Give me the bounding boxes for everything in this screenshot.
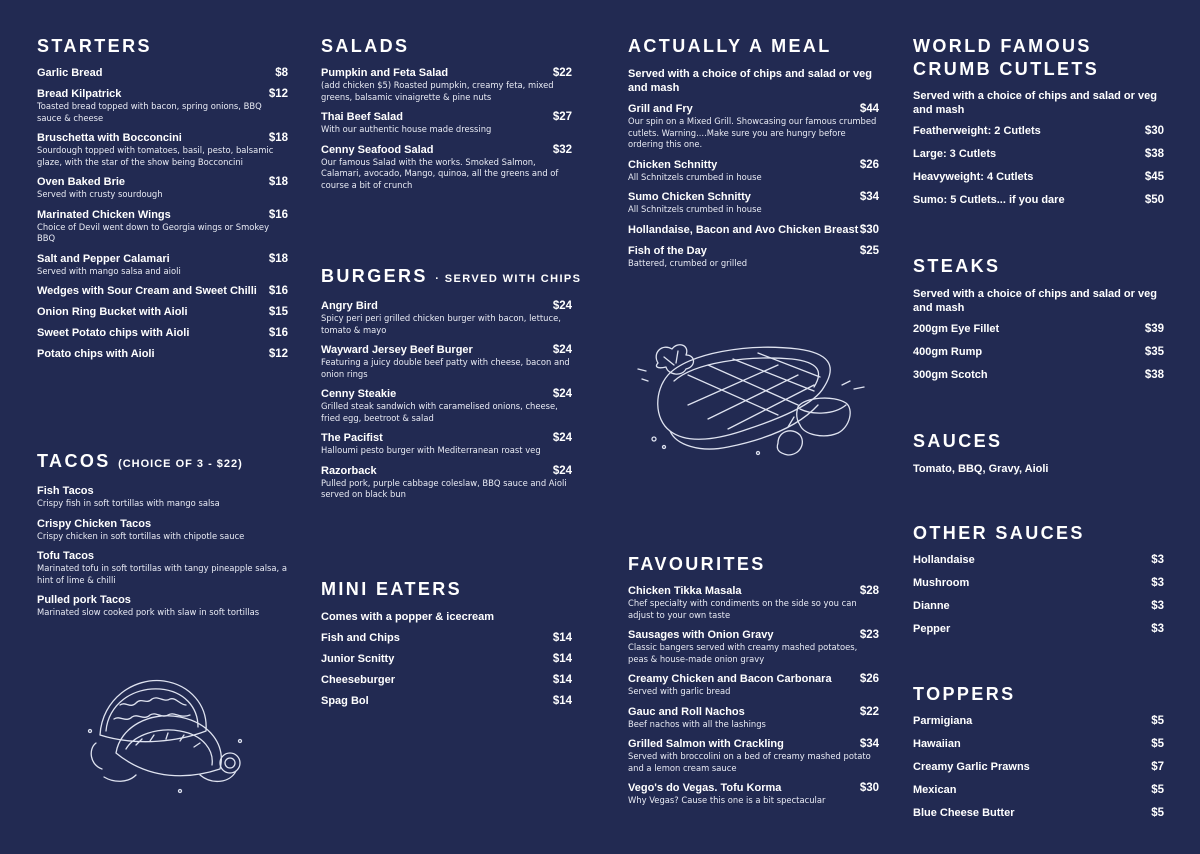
meal-title: ACTUALLY A MEAL <box>628 36 832 56</box>
item-price: $22 <box>552 67 572 79</box>
item-name: Grilled Salmon with Crackling <box>628 738 784 750</box>
item-price: $34 <box>859 191 879 203</box>
menu-item-gauc-and-roll-nachos <box>628 706 879 731</box>
menu-item-cenny-seafood-salad <box>321 144 572 192</box>
menu-item-fish-of-the-day <box>628 245 879 270</box>
item-name: Crispy Chicken Tacos <box>37 517 152 530</box>
item-description: Choice of Devil went down to Georgia wings or Smokey BBQ <box>37 221 270 243</box>
menu-item-row <box>321 144 572 157</box>
item-description: Sourdough topped with tomatoes, basil, pesto, balsamic glaze, with the star of the show being Bocconcini <box>37 145 274 167</box>
item-price: $27 <box>552 111 572 123</box>
menu-item-cenny-steakie <box>321 388 572 424</box>
menu-item-thai-beef-salad <box>321 111 572 136</box>
menu-item-row <box>913 346 1164 359</box>
item-name: Gauc and Roll Nachos <box>628 705 745 718</box>
menu-item-onion-ring-bucket-with-aioli <box>37 306 288 319</box>
menu-item-row <box>628 245 879 258</box>
item-price: $8 <box>275 67 288 79</box>
item-name: Fish Tacos <box>37 485 94 497</box>
item-name: Bread Kilpatrick <box>37 88 122 100</box>
menu-item-row <box>913 807 1164 820</box>
menu-item-row <box>321 653 572 666</box>
item-name: Blue Cheese Butter <box>913 807 1015 819</box>
item-description: Crispy chicken in soft tortillas with chipotle sauce <box>37 530 245 541</box>
menu-item-row <box>913 369 1164 382</box>
menu-item-row <box>628 191 879 204</box>
item-price: $12 <box>268 88 288 100</box>
menu-item-row <box>913 194 1164 207</box>
item-name: Hawaiian <box>913 738 961 750</box>
menu-item-row <box>37 594 288 607</box>
cutlets-title-line2: CRUMB CUTLETS <box>913 59 1100 79</box>
item-price: $24 <box>552 464 572 477</box>
item-name: Creamy Garlic Prawns <box>913 761 1030 773</box>
item-description: Crispy fish in soft tortillas with mango salsa <box>37 498 220 508</box>
item-price: $3 <box>1151 600 1164 612</box>
tacos-title <box>37 450 288 476</box>
menu-item-hollandaise <box>913 554 1164 567</box>
menu-item-row <box>37 306 288 319</box>
item-name: Mexican <box>913 784 957 796</box>
item-name: Garlic Bread <box>37 67 103 79</box>
item-name: Chicken Schnitty <box>628 158 718 171</box>
item-price: $3 <box>1151 554 1164 566</box>
meal-section <box>628 35 879 277</box>
menu-item-crispy-chicken-tacos <box>37 518 288 543</box>
item-name: Pepper <box>913 623 951 635</box>
menu-item-row <box>37 209 288 222</box>
steak-illustration-icon <box>628 335 878 465</box>
menu-item-row <box>37 67 288 80</box>
cutlets-list <box>913 125 1164 207</box>
item-price: $5 <box>1151 738 1164 750</box>
tacos-title-text: TACOS <box>37 451 111 471</box>
menu-item-creamy-chicken-and-bacon-carbonara <box>628 673 879 698</box>
menu-item-hollandaise-bacon-and-avo-chicken-breast <box>628 224 879 237</box>
salads-section <box>321 35 572 199</box>
item-name: Wayward Jersey Beef Burger <box>321 344 473 356</box>
menu-item-row <box>37 253 288 266</box>
menu-item-mushroom <box>913 577 1164 590</box>
item-price: $38 <box>1144 148 1164 160</box>
menu-item-row <box>628 706 879 719</box>
item-name: Hollandaise, Bacon and Avo Chicken Breast <box>628 223 859 236</box>
menu-item-row <box>913 323 1164 336</box>
tacos-subtitle: (CHOICE OF 3 - $22) <box>118 458 243 470</box>
item-name: Hollandaise <box>913 554 975 566</box>
salads-title: SALADS <box>321 36 410 56</box>
menu-item-sausages-with-onion-gravy <box>628 629 879 665</box>
steaks-title: STEAKS <box>913 256 1001 276</box>
item-description: Classic bangers served with creamy mashed potatoes, peas & house-made onion gravy <box>628 642 858 664</box>
item-name: Creamy Chicken and Bacon Carbonara <box>628 673 832 685</box>
menu-item-row <box>913 577 1164 590</box>
menu-item-creamy-garlic-prawns <box>913 761 1164 774</box>
item-name: Dianne <box>913 600 950 612</box>
item-name: Mushroom <box>913 577 970 589</box>
item-price: $24 <box>552 300 572 312</box>
menu-item-400gm-rump <box>913 346 1164 359</box>
menu-item-row <box>37 485 288 498</box>
menu-item-row <box>628 159 879 172</box>
item-description: Served with mango salsa and aioli <box>37 265 181 276</box>
item-name: Vego's do Vegas. Tofu Korma <box>628 782 782 794</box>
menu-item-row <box>37 176 288 189</box>
item-price: $18 <box>268 132 288 144</box>
item-name: Angry Bird <box>321 300 378 312</box>
item-description: Halloumi pesto burger with Mediterranean roast veg <box>321 445 541 455</box>
item-name: Thai Beef Salad <box>321 111 403 123</box>
item-price: $30 <box>859 223 879 236</box>
menu-item-heavyweight-4-cutlets <box>913 171 1164 184</box>
menu-item-row <box>321 632 572 645</box>
item-description: Why Vegas? Cause this one is a bit spectacular <box>628 795 826 805</box>
item-name: Grill and Fry <box>628 103 693 115</box>
item-price: $38 <box>1144 369 1164 381</box>
menu-item-row <box>913 738 1164 751</box>
sauces-list: Tomato, BBQ, Gravy, Aioli <box>913 463 1049 475</box>
item-name: Parmigiana <box>913 715 973 727</box>
item-price: $14 <box>552 632 572 644</box>
burgers-subtitle: · SERVED WITH CHIPS <box>435 273 582 285</box>
menu-item-row <box>628 738 879 751</box>
item-price: $16 <box>268 285 288 297</box>
menu-item-row <box>321 344 572 357</box>
item-description: (add chicken $5) Roasted pumpkin, creamy feta, mixed greens, balsamic vinaigrette & pine nuts <box>321 80 554 102</box>
salads-list <box>321 67 572 191</box>
item-price: $34 <box>859 738 879 750</box>
item-description: Served with garlic bread <box>628 686 731 696</box>
menu-item-spag-bol <box>321 695 572 708</box>
item-description: Marinated slow cooked pork with slaw in soft tortillas <box>37 607 260 617</box>
favourites-list <box>628 585 879 807</box>
menu-item-large-3-cutlets <box>913 148 1164 161</box>
item-description: Marinated tofu in soft tortillas with tangy pineapple salsa, a hint of lime & chilli <box>37 563 287 585</box>
menu-item-pumpkin-and-feta-salad <box>321 67 572 103</box>
item-name: Cenny Seafood Salad <box>321 143 434 156</box>
menu-item-pulled-pork-tacos <box>37 594 288 619</box>
item-price: $16 <box>268 208 288 221</box>
menu-item-salt-and-pepper-calamari <box>37 253 288 278</box>
item-description: Served with broccolini on a bed of creamy mashed potato and a lemon cream sauce <box>628 751 871 773</box>
menu-item-row <box>913 715 1164 728</box>
menu-item-row <box>321 300 572 313</box>
item-name: Onion Ring Bucket with Aioli <box>37 306 188 318</box>
steaks-list <box>913 323 1164 382</box>
favourites-section <box>628 553 879 815</box>
menu-item-featherweight-2-cutlets <box>913 125 1164 138</box>
item-price: $5 <box>1151 715 1164 727</box>
menu-item-chicken-schnitty <box>628 159 879 184</box>
starters-list <box>37 67 288 361</box>
item-description: Grilled steak sandwich with caramelised onions, cheese, fried egg, beetroot & salad <box>321 401 558 423</box>
item-name: Cheeseburger <box>321 674 395 686</box>
menu-item-mexican <box>913 784 1164 797</box>
menu-item-potato-chips-with-aioli <box>37 348 288 361</box>
item-price: $14 <box>552 653 572 665</box>
favourites-title: FAVOURITES <box>628 554 766 574</box>
toppers-title: TOPPERS <box>913 684 1016 704</box>
item-name: Pulled pork Tacos <box>37 594 131 606</box>
menu-item-row <box>37 550 288 563</box>
item-name: Marinated Chicken Wings <box>37 208 171 221</box>
item-price: $35 <box>1144 346 1164 358</box>
sauces-title: SAUCES <box>913 431 1003 451</box>
item-name: Junior Scnitty <box>321 653 395 665</box>
item-price: $14 <box>552 695 572 707</box>
item-description: Our famous Salad with the works. Smoked Salmon, Calamari, avocado, Mango, quinoa, all the greens and of course a bit of crunch <box>321 156 559 190</box>
mini-eaters-intro: Comes with a popper & icecream <box>321 611 494 623</box>
item-price: $30 <box>1144 125 1164 137</box>
item-price: $23 <box>859 629 879 641</box>
burgers-title-text: BURGERS <box>321 266 428 286</box>
tacos-list <box>37 485 288 619</box>
menu-item-row <box>628 673 879 686</box>
item-description: Chef specialty with condiments on the side so you can adjust to your own taste <box>628 598 857 620</box>
menu-item-row <box>913 600 1164 613</box>
menu-item-row <box>321 67 572 80</box>
menu-item-row <box>913 554 1164 567</box>
menu-item-200gm-eye-fillet <box>913 323 1164 336</box>
menu-item-pepper <box>913 623 1164 636</box>
mini-eaters-section <box>321 578 572 716</box>
other-sauces-list <box>913 554 1164 636</box>
menu-item-300gm-scotch <box>913 369 1164 382</box>
menu-item-row <box>628 782 879 795</box>
item-name: Cenny Steakie <box>321 388 397 400</box>
item-price: $24 <box>552 432 572 444</box>
menu-item-row <box>321 465 572 478</box>
menu-item-wedges-with-sour-cream-and-sweet-chilli <box>37 285 288 298</box>
item-price: $25 <box>859 244 879 257</box>
item-name: 300gm Scotch <box>913 369 988 381</box>
menu-item-row <box>913 125 1164 138</box>
toppers-list <box>913 715 1164 820</box>
starters-section <box>37 35 288 369</box>
item-name: Chicken Tikka Masala <box>628 585 742 597</box>
item-name: Potato chips with Aioli <box>37 348 155 360</box>
item-description: Featuring a juicy double beef patty with cheese, bacon and onion rings <box>321 357 570 379</box>
burgers-section <box>321 265 582 509</box>
burgers-list <box>321 300 572 501</box>
sauces-section <box>913 430 1164 484</box>
meal-intro: Served with a choice of chips and salad or veg and mash <box>628 68 872 94</box>
item-name: Featherweight: 2 Cutlets <box>913 125 1041 137</box>
mini-eaters-list <box>321 632 572 708</box>
item-price: $5 <box>1151 784 1164 796</box>
menu-item-bruschetta-with-bocconcini <box>37 132 288 168</box>
starters-title: STARTERS <box>37 36 152 56</box>
item-price: $30 <box>859 782 879 794</box>
menu-item-row <box>321 432 572 445</box>
item-name: Heavyweight: 4 Cutlets <box>913 171 1034 183</box>
menu-item-sweet-potato-chips-with-aioli <box>37 327 288 340</box>
item-description: Beef nachos with all the lashings <box>628 718 766 729</box>
cutlets-title-line1: WORLD FAMOUS <box>913 36 1092 56</box>
menu-item-razorback <box>321 465 572 501</box>
item-description: Toasted bread topped with bacon, spring onions, BBQ sauce & cheese <box>37 101 262 123</box>
menu-item-sumo-5-cutlets-if-you-dare <box>913 194 1164 207</box>
item-name: The Pacifist <box>321 432 383 444</box>
menu-item-row <box>321 388 572 401</box>
menu-item-row <box>37 132 288 145</box>
cutlets-intro: Served with a choice of chips and salad or veg and mash <box>913 90 1157 116</box>
mini-eaters-title: MINI EATERS <box>321 579 463 599</box>
other-sauces-section <box>913 522 1164 646</box>
item-price: $44 <box>859 103 879 115</box>
item-price: $7 <box>1151 761 1164 773</box>
burgers-title <box>321 265 582 291</box>
item-price: $22 <box>859 705 879 718</box>
item-name: Pumpkin and Feta Salad <box>321 67 449 79</box>
item-name: Spag Bol <box>321 695 369 707</box>
menu-item-sumo-chicken-schnitty <box>628 191 879 216</box>
item-price: $12 <box>268 348 288 360</box>
item-name: Fish and Chips <box>321 632 400 644</box>
menu-item-fish-and-chips <box>321 632 572 645</box>
item-description: Battered, crumbed or grilled <box>628 257 748 268</box>
menu-item-grill-and-fry <box>628 103 879 151</box>
menu-item-cheeseburger <box>321 674 572 687</box>
item-price: $24 <box>552 344 572 356</box>
menu-item-row <box>628 585 879 598</box>
item-description: With our authentic house made dressing <box>321 124 492 134</box>
menu-item-blue-cheese-butter <box>913 807 1164 820</box>
other-sauces-title: OTHER SAUCES <box>913 523 1085 543</box>
item-name: 200gm Eye Fillet <box>913 323 1000 335</box>
menu-item-marinated-chicken-wings <box>37 209 288 245</box>
item-description: Our spin on a Mixed Grill. Showcasing our famous crumbed cutlets. Warning....Make sure you are hungry before ordering this one. <box>628 116 877 149</box>
item-description: Spicy peri peri grilled chicken burger with bacon, lettuce, tomato & mayo <box>321 313 561 335</box>
menu-item-row <box>628 103 879 116</box>
taco-illustration-icon <box>80 665 250 800</box>
item-price: $24 <box>552 388 572 400</box>
item-name: Oven Baked Brie <box>37 176 126 188</box>
steaks-section <box>913 255 1164 392</box>
item-price: $45 <box>1144 171 1164 183</box>
item-price: $3 <box>1151 577 1164 589</box>
menu-item-hawaiian <box>913 738 1164 751</box>
item-price: $32 <box>552 143 572 156</box>
menu-item-bread-kilpatrick <box>37 88 288 124</box>
menu-item-vego-s-do-vegas-tofu-korma <box>628 782 879 807</box>
item-price: $16 <box>268 327 288 339</box>
item-price: $26 <box>859 158 879 171</box>
menu-item-angry-bird <box>321 300 572 336</box>
meal-list <box>628 103 879 269</box>
steaks-intro: Served with a choice of chips and salad or veg and mash <box>913 288 1157 314</box>
menu-item-row <box>37 285 288 298</box>
menu-item-row <box>37 348 288 361</box>
item-name: Tofu Tacos <box>37 550 95 562</box>
menu-item-oven-baked-brie <box>37 176 288 201</box>
item-name: Large: 3 Cutlets <box>913 148 997 160</box>
item-name: Wedges with Sour Cream and Sweet Chilli <box>37 285 257 297</box>
menu-item-parmigiana <box>913 715 1164 728</box>
menu-item-fish-tacos <box>37 485 288 510</box>
item-price: $18 <box>268 252 288 265</box>
item-name: Sausages with Onion Gravy <box>628 629 774 641</box>
menu-item-row <box>321 695 572 708</box>
item-description: Pulled pork, purple cabbage coleslaw, BBQ sauce and Aioli served on black bun <box>321 477 567 499</box>
item-price: $5 <box>1151 807 1164 819</box>
item-price: $26 <box>859 673 879 685</box>
menu-item-row <box>37 88 288 101</box>
item-name: Fish of the Day <box>628 244 707 257</box>
item-price: $50 <box>1144 194 1164 206</box>
item-price: $18 <box>268 176 288 188</box>
menu-item-row <box>628 224 879 237</box>
menu-item-row <box>913 623 1164 636</box>
menu-item-junior-scnitty <box>321 653 572 666</box>
item-name: Bruschetta with Bocconcini <box>37 132 182 144</box>
menu-item-the-pacifist <box>321 432 572 457</box>
tacos-section <box>37 450 288 627</box>
item-price: $28 <box>859 585 879 597</box>
item-description: All Schnitzels crumbed in house <box>628 171 762 182</box>
menu-item-row <box>37 518 288 531</box>
item-price: $15 <box>268 306 288 318</box>
menu-item-row <box>913 761 1164 774</box>
item-name: Sumo: 5 Cutlets... if you dare <box>913 194 1065 206</box>
item-price: $39 <box>1144 323 1164 335</box>
item-name: Razorback <box>321 464 377 477</box>
item-name: Sumo Chicken Schnitty <box>628 191 751 203</box>
menu-item-row <box>913 148 1164 161</box>
menu-item-dianne <box>913 600 1164 613</box>
item-description: Served with crusty sourdough <box>37 189 163 199</box>
item-name: 400gm Rump <box>913 346 983 358</box>
cutlets-title <box>913 35 1164 81</box>
item-description: All Schnitzels crumbed in house <box>628 204 762 214</box>
menu-item-row <box>913 171 1164 184</box>
item-price: $14 <box>552 674 572 686</box>
menu-item-row <box>321 111 572 124</box>
menu-item-row <box>913 784 1164 797</box>
cutlets-section <box>913 35 1164 217</box>
menu-item-grilled-salmon-with-crackling <box>628 738 879 774</box>
item-name: Salt and Pepper Calamari <box>37 252 170 265</box>
menu-item-row <box>628 629 879 642</box>
menu-item-row <box>37 327 288 340</box>
menu-item-tofu-tacos <box>37 550 288 586</box>
menu-item-garlic-bread <box>37 67 288 80</box>
toppers-section <box>913 683 1164 830</box>
menu-item-row <box>321 674 572 687</box>
item-name: Sweet Potato chips with Aioli <box>37 327 190 339</box>
menu-item-chicken-tikka-masala <box>628 585 879 621</box>
item-price: $3 <box>1151 623 1164 635</box>
menu-item-wayward-jersey-beef-burger <box>321 344 572 380</box>
